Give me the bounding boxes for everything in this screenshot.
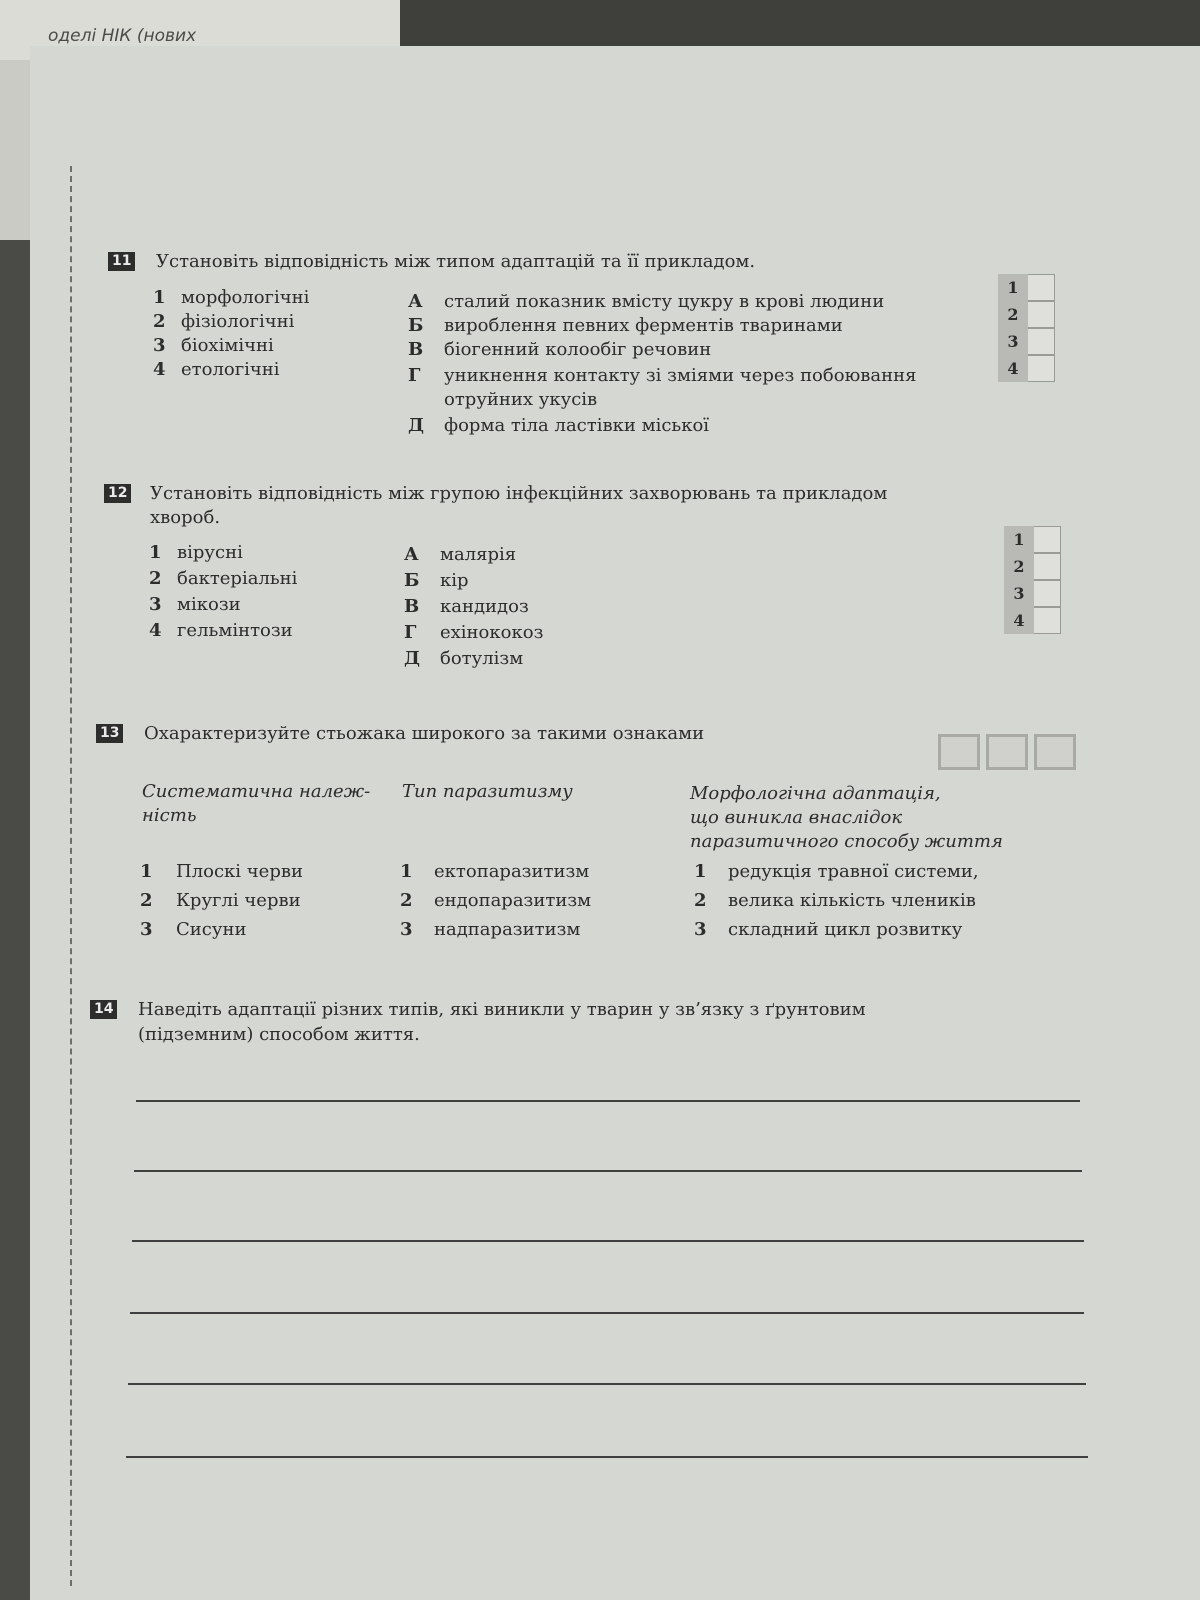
q11-option-a [408,290,884,314]
q11-answer-grid [998,274,1055,382]
q12-option-letter: Г [404,622,417,643]
q13-column-3-heading-line-3: паразитичного способу життя [690,831,1003,852]
q13-col3-item-1 [694,860,979,884]
grid-label: 2 [1004,553,1034,580]
q12-left-text: мікози [177,594,241,615]
q12-option-v [404,595,529,619]
q12-option-b [404,569,469,593]
q11-left-text: фізіологічні [181,311,295,332]
q12-option-letter: В [404,596,420,617]
q11-option-g-continued [408,388,597,412]
answer-box[interactable] [1034,607,1061,634]
q13-item-text: редукція травної системи, [728,861,979,882]
q12-left-text: вірусні [177,542,243,563]
question-number-11: 11 [108,252,135,271]
q12-option-letter: Д [404,648,421,669]
q13-item-num: 1 [694,861,707,882]
q11-option-b [408,314,843,338]
q12-left-item-1 [149,541,243,565]
q13-item-text: Круглі черви [176,890,301,911]
q11-option-letter: Д [408,415,425,436]
grid-label: 4 [1004,607,1034,634]
answer-box[interactable] [1034,526,1061,553]
q11-option-letter: Г [408,365,421,386]
q11-option-text: отруйних укусів [444,389,598,410]
q13-column-3-heading-line-1: Морфологічна адаптація, [690,783,941,804]
question-13-text: Охарактеризуйте стьожака широкого за такими ознаками [144,723,705,744]
question-14-text-line-2: (підземним) способом життя. [138,1024,420,1045]
grid-label: 3 [1004,580,1034,607]
q13-item-text: складний цикл розвитку [728,919,963,940]
q13-col3-item-3 [694,918,962,942]
q11-option-v [408,338,711,362]
q12-option-text: ехінококоз [440,622,544,643]
q13-item-text: Сисуни [176,919,247,940]
q13-item-num: 2 [400,890,413,911]
q11-option-letter: А [408,291,423,312]
q13-item-text: надпаразитизм [434,919,581,940]
question-number-13: 13 [96,724,123,743]
answer-box[interactable] [1034,580,1061,607]
q11-left-num: 2 [153,311,166,332]
answer-line-6[interactable] [126,1456,1088,1458]
q12-left-text: гельмінтози [177,620,293,641]
q11-option-letter: В [408,339,424,360]
q12-left-item-4 [149,619,293,643]
q13-item-text: ектопаразитизм [434,861,590,882]
q13-col1-item-3 [140,918,246,942]
q12-left-item-2 [149,567,297,591]
q11-left-item-4 [153,358,280,382]
q12-option-letter: А [404,544,419,565]
question-number-14: 14 [90,1000,117,1019]
q13-item-num: 3 [400,919,413,940]
q12-option-text: ботулізм [440,648,524,669]
answer-box[interactable] [1028,301,1055,328]
q13-col1-item-2 [140,889,301,913]
q13-answer-boxes [938,734,1076,770]
q12-option-d [404,647,523,671]
q12-option-a [404,543,516,567]
q11-left-text: морфологічні [181,287,310,308]
q11-left-item-3 [153,334,274,358]
answer-box[interactable] [1028,355,1055,382]
q12-option-letter: Б [404,570,420,591]
q13-item-num: 3 [140,919,153,940]
q13-column-1-heading-line-1: Систематична належ- [142,781,371,802]
q13-col2-item-3 [400,918,580,942]
question-14-text-line-1: Наведіть адаптації різних типів, які виникли у тварин у зв’язку з ґрунтовим [138,999,866,1020]
q11-option-text: біогенний колообіг речовин [444,339,712,360]
question-number-12: 12 [104,484,131,503]
q12-option-g [404,621,543,645]
q12-left-num: 4 [149,620,162,641]
q11-option-text: форма тіла ластівки міської [444,415,710,436]
q11-option-g [408,364,916,388]
q11-left-text: біохімічні [181,335,274,356]
q12-left-num: 2 [149,568,162,589]
answer-box[interactable] [986,734,1028,770]
q11-option-text: сталий показник вмісту цукру в крові людини [444,291,885,312]
q11-left-num: 3 [153,335,166,356]
q12-left-num: 1 [149,542,162,563]
q13-column-1-heading-line-2: ність [142,805,197,826]
q13-item-num: 1 [140,861,153,882]
q12-left-item-3 [149,593,241,617]
q13-col3-item-2 [694,889,976,913]
question-12-text-line-2: хвороб. [150,507,221,528]
grid-label: 4 [998,355,1028,382]
q13-item-num: 1 [400,861,413,882]
cut-line [70,166,72,1586]
q12-option-text: кандидоз [440,596,529,617]
q11-option-text: вироблення певних ферментів тваринами [444,315,843,336]
grid-label: 1 [1004,526,1034,553]
q13-column-3-heading-line-2: що виникла внаслідок [690,807,903,828]
q13-item-text: Плоскі черви [176,861,303,882]
underlying-page-text: оделі НІК (нових [48,26,197,46]
q11-left-item-2 [153,310,294,334]
q13-column-2-heading: Тип паразитизму [402,781,573,802]
answer-line-1[interactable] [136,1100,1080,1102]
q13-col2-item-2 [400,889,591,913]
q11-left-item-1 [153,286,309,310]
answer-line-5[interactable] [128,1383,1086,1385]
answer-line-3[interactable] [132,1240,1084,1242]
q11-option-d [408,414,709,438]
q13-col2-item-1 [400,860,589,884]
q12-answer-grid [1004,526,1061,634]
q11-left-num: 4 [153,359,166,380]
worksheet-page [30,46,1200,1600]
question-11-text: Установіть відповідність між типом адаптацій та її прикладом. [156,251,756,272]
answer-box[interactable] [1028,328,1055,355]
q13-col1-item-1 [140,860,303,884]
q12-option-text: кір [440,570,469,591]
grid-label: 2 [998,301,1028,328]
q12-option-text: малярія [440,544,517,565]
q11-left-num: 1 [153,287,166,308]
q12-left-num: 3 [149,594,162,615]
q13-item-text: ендопаразитизм [434,890,592,911]
grid-label: 3 [998,328,1028,355]
q13-item-num: 3 [694,919,707,940]
q11-option-letter: Б [408,315,424,336]
q13-item-num: 2 [140,890,153,911]
answer-line-4[interactable] [130,1312,1084,1314]
answer-box[interactable] [1034,553,1061,580]
grid-label: 1 [998,274,1028,301]
answer-box[interactable] [938,734,980,770]
answer-line-2[interactable] [134,1170,1082,1172]
answer-box[interactable] [1034,734,1076,770]
answer-box[interactable] [1028,274,1055,301]
q12-left-text: бактеріальні [177,568,298,589]
q13-item-num: 2 [694,890,707,911]
q11-option-text: уникнення контакту зі зміями через побоювання [444,365,917,386]
q11-left-text: етологічні [181,359,280,380]
q13-item-text: велика кількість члеників [728,890,976,911]
question-12-text-line-1: Установіть відповідність між групою інфекційних захворювань та прикладом [150,483,888,504]
